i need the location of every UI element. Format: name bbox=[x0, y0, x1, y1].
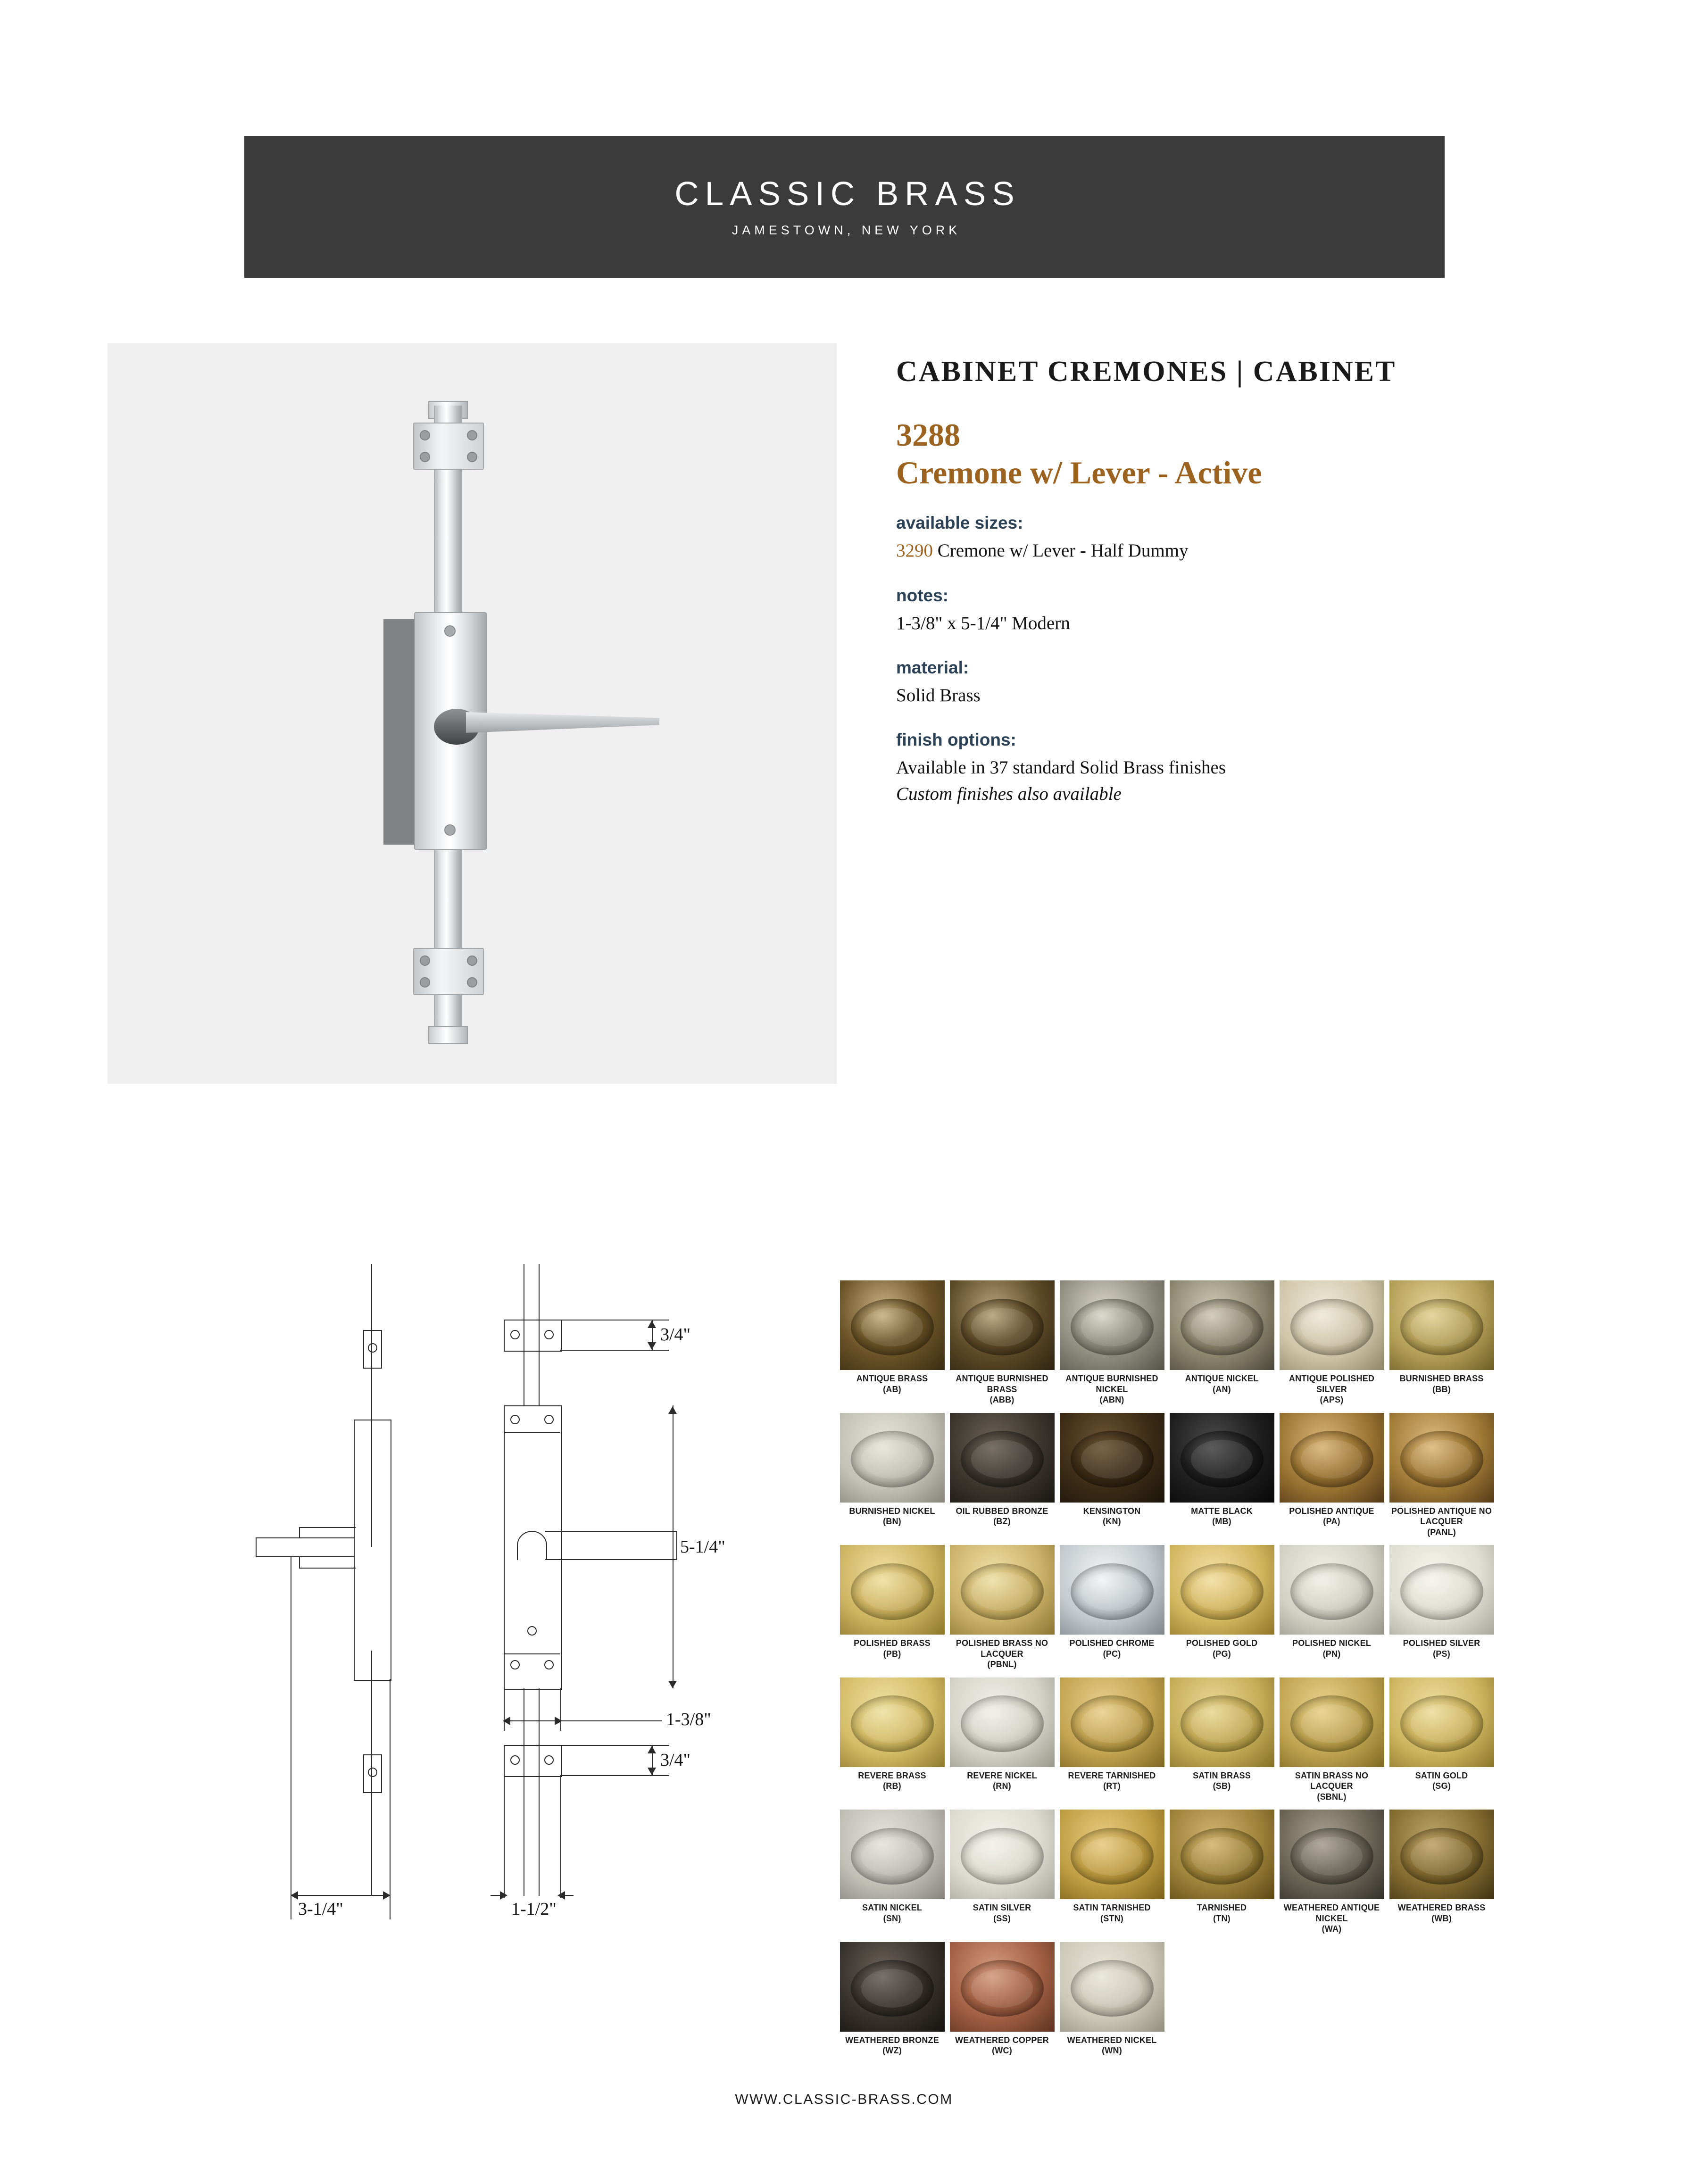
side-lever-flare-bottom bbox=[299, 1568, 356, 1569]
front-width-ext-right bbox=[560, 1775, 561, 1898]
material-value: Solid Brass bbox=[896, 685, 981, 706]
finish-name-label: POLISHED BRASS (PB) bbox=[854, 1638, 931, 1659]
finish-swatch[interactable] bbox=[947, 1413, 1057, 1545]
finish-swatch-image bbox=[1170, 1810, 1274, 1899]
finish-knob-icon bbox=[1400, 1695, 1483, 1752]
finish-swatch-image bbox=[1170, 1413, 1274, 1503]
finish-knob-icon bbox=[1290, 1431, 1373, 1487]
finish-code-label: (BZ) bbox=[993, 1517, 1011, 1526]
finish-swatch[interactable] bbox=[837, 1280, 947, 1413]
finish-knob-icon bbox=[1290, 1695, 1373, 1752]
finish-swatch-grid bbox=[837, 1280, 1497, 2064]
finish-swatch[interactable] bbox=[1057, 1545, 1167, 1677]
finish-code-label: (BB) bbox=[1432, 1384, 1451, 1394]
finish-code-label: (WA) bbox=[1322, 1924, 1342, 1934]
finish-code-label: (ABB) bbox=[990, 1395, 1014, 1404]
finish-swatch[interactable] bbox=[1057, 1677, 1167, 1810]
finish-code-label: (KN) bbox=[1103, 1517, 1121, 1526]
finish-swatch-image bbox=[950, 1677, 1055, 1767]
finish-swatch[interactable] bbox=[947, 1810, 1057, 1942]
escutcheon-shadow bbox=[383, 619, 416, 845]
screw-icon bbox=[444, 824, 456, 836]
finish-code-label: (SG) bbox=[1432, 1781, 1451, 1791]
screw-icon bbox=[544, 1660, 554, 1669]
finish-code-label: (MB) bbox=[1212, 1517, 1231, 1526]
finish-swatch-image bbox=[1389, 1280, 1494, 1370]
finish-name-label: REVERE BRASS (RB) bbox=[858, 1770, 926, 1791]
arrow-right-icon bbox=[500, 1891, 507, 1900]
finish-knob-icon bbox=[961, 1431, 1044, 1487]
finish-code-label: (STN) bbox=[1100, 1913, 1123, 1923]
rod-bracket-bottom bbox=[413, 948, 484, 995]
rod-bottom-cap bbox=[428, 1026, 468, 1044]
finish-name-label: ANTIQUE BURNISHED NICKEL (ABN) bbox=[1065, 1374, 1158, 1404]
finish-knob-icon bbox=[1071, 1960, 1154, 2017]
screw-icon bbox=[467, 452, 477, 462]
dim-plate-width-line bbox=[505, 1720, 559, 1721]
finish-name-label: REVERE NICKEL (RN) bbox=[967, 1770, 1037, 1791]
material-field bbox=[896, 658, 1509, 708]
finish-name-label: ANTIQUE BRASS (AB) bbox=[856, 1374, 928, 1394]
material-label: material: bbox=[896, 658, 969, 678]
finish-knob-icon bbox=[851, 1299, 934, 1355]
finish-name-label: POLISHED NICKEL (PN) bbox=[1292, 1638, 1371, 1659]
dim-center-line bbox=[673, 1405, 674, 1688]
finish-knob-icon bbox=[1181, 1828, 1264, 1885]
finish-swatch[interactable] bbox=[1057, 1280, 1167, 1413]
finish-swatch[interactable] bbox=[1167, 1810, 1277, 1942]
screw-icon bbox=[544, 1755, 554, 1765]
dimension-drawings bbox=[198, 1264, 726, 1981]
available-sizes-label: available sizes: bbox=[896, 513, 1023, 533]
front-width-ext-left bbox=[504, 1775, 505, 1898]
dim-front-width-label: 1-1/2" bbox=[511, 1899, 557, 1919]
dim-center-label: 5-1/4" bbox=[680, 1537, 725, 1557]
finish-swatch-image bbox=[950, 1413, 1055, 1503]
finish-name-label: SATIN GOLD (SG) bbox=[1415, 1770, 1468, 1791]
finish-swatch-image bbox=[1060, 1413, 1164, 1503]
available-sizes-field bbox=[896, 513, 1509, 564]
finish-knob-icon bbox=[961, 1960, 1044, 2017]
finish-swatch[interactable] bbox=[947, 1942, 1057, 2064]
finish-knob-icon bbox=[1071, 1828, 1154, 1885]
finish-swatch[interactable] bbox=[837, 1810, 947, 1942]
arrow-left-icon bbox=[503, 1717, 510, 1725]
finish-knob-icon bbox=[961, 1563, 1044, 1620]
finish-swatch-image bbox=[1389, 1810, 1494, 1899]
finish-code-label: (PBNL) bbox=[987, 1660, 1017, 1669]
front-plate-bottom-line bbox=[504, 1653, 560, 1654]
screw-icon bbox=[420, 452, 430, 462]
side-lever-flare-top bbox=[299, 1527, 356, 1528]
screw-icon bbox=[368, 1343, 377, 1353]
front-lever-top-edge bbox=[545, 1531, 677, 1532]
finish-knob-icon bbox=[1071, 1431, 1154, 1487]
finish-name-label: WEATHERED COPPER (WC) bbox=[955, 2035, 1049, 2055]
finish-swatch-image bbox=[1170, 1677, 1274, 1767]
finish-options-label: finish options: bbox=[896, 730, 1016, 750]
finish-knob-icon bbox=[851, 1960, 934, 2017]
finish-name-label: WEATHERED ANTIQUE NICKEL (WA) bbox=[1283, 1903, 1380, 1934]
finish-swatch[interactable] bbox=[1167, 1677, 1277, 1810]
finish-swatch-image bbox=[840, 1677, 945, 1767]
finish-knob-icon bbox=[961, 1695, 1044, 1752]
arrow-up-icon bbox=[648, 1746, 656, 1753]
finish-knob-icon bbox=[851, 1563, 934, 1620]
finish-code-label: (WC) bbox=[992, 2046, 1012, 2055]
finish-code-label: (PA) bbox=[1323, 1517, 1340, 1526]
finish-code-label: (WZ) bbox=[882, 2046, 902, 2055]
dim-bottom-label: 3/4" bbox=[660, 1750, 691, 1770]
finish-swatch-image bbox=[840, 1545, 945, 1635]
finish-swatch[interactable] bbox=[1277, 1677, 1387, 1810]
finish-knob-icon bbox=[1290, 1828, 1373, 1885]
finish-swatch-image bbox=[950, 1942, 1055, 2032]
finish-row bbox=[837, 1280, 1497, 1413]
finish-name-label: BURNISHED BRASS (BB) bbox=[1399, 1374, 1484, 1394]
finish-code-label: (RT) bbox=[1103, 1781, 1121, 1791]
finish-custom-note: Custom finishes also available bbox=[896, 783, 1122, 804]
arrow-left-icon bbox=[557, 1891, 565, 1900]
finish-name-label: REVERE TARNISHED (RT) bbox=[1068, 1770, 1156, 1791]
brand-name: CLASSIC BRASS bbox=[674, 175, 1021, 213]
finish-swatch-image bbox=[1060, 1280, 1164, 1370]
finish-row bbox=[837, 1413, 1497, 1545]
finish-code-label: (PN) bbox=[1322, 1649, 1341, 1659]
finish-swatch-image bbox=[1060, 1942, 1164, 2032]
finish-knob-icon bbox=[1290, 1563, 1373, 1620]
finish-swatch[interactable] bbox=[1167, 1545, 1277, 1677]
finish-name-label: ANTIQUE BURNISHED BRASS (ABB) bbox=[956, 1374, 1048, 1404]
finish-swatch-image bbox=[950, 1280, 1055, 1370]
lever-arm bbox=[466, 712, 659, 733]
finish-swatch[interactable] bbox=[1057, 1810, 1167, 1942]
finish-knob-icon bbox=[1181, 1299, 1264, 1355]
front-ext-bot-2 bbox=[560, 1775, 669, 1776]
product-category: CABINET CREMONES | CABINET bbox=[896, 356, 1397, 388]
finish-name-label: WEATHERED NICKEL (WN) bbox=[1067, 2035, 1157, 2055]
finish-knob-icon bbox=[851, 1828, 934, 1885]
finish-swatch[interactable] bbox=[947, 1677, 1057, 1810]
screw-icon bbox=[467, 955, 477, 966]
side-rod-lower bbox=[371, 1651, 372, 1896]
dim-side-depth-label: 3-1/4" bbox=[298, 1899, 343, 1919]
screw-icon bbox=[527, 1626, 537, 1636]
footer-url: WWW.CLASSIC-BRASS.COM bbox=[735, 2092, 953, 2107]
available-sizes-code: 3290 bbox=[896, 540, 933, 561]
product-name: Cremone w/ Lever - Active bbox=[896, 455, 1262, 491]
front-lever-hub bbox=[517, 1531, 547, 1560]
finish-code-label: (APS) bbox=[1320, 1395, 1344, 1404]
finish-name-label: SATIN SILVER (SS) bbox=[973, 1903, 1031, 1923]
finish-swatch[interactable] bbox=[1277, 1413, 1387, 1545]
notes-field bbox=[896, 586, 1509, 636]
finish-knob-icon bbox=[1181, 1695, 1264, 1752]
finish-code-label: (RB) bbox=[883, 1781, 901, 1791]
finish-swatch-image bbox=[1280, 1413, 1384, 1503]
finish-code-label: (PS) bbox=[1433, 1649, 1450, 1659]
finish-row bbox=[837, 1677, 1497, 1810]
finish-name-label: WEATHERED BRASS (WB) bbox=[1397, 1903, 1486, 1923]
finish-swatch[interactable] bbox=[1167, 1280, 1277, 1413]
finish-knob-icon bbox=[961, 1299, 1044, 1355]
brand-banner bbox=[244, 136, 1445, 278]
finish-name-label: ANTIQUE POLISHED SILVER (APS) bbox=[1289, 1374, 1375, 1404]
finish-swatch[interactable] bbox=[837, 1942, 947, 2064]
arrow-down-icon bbox=[648, 1342, 656, 1350]
finish-swatch-image bbox=[1280, 1810, 1384, 1899]
finish-swatch-image bbox=[1280, 1677, 1384, 1767]
finish-name-label: KENSINGTON (KN) bbox=[1083, 1506, 1141, 1526]
brand-location: JAMESTOWN, NEW YORK bbox=[732, 223, 961, 238]
finish-name-label: POLISHED SILVER (PS) bbox=[1403, 1638, 1480, 1659]
finish-code-label: (RN) bbox=[993, 1781, 1011, 1791]
finish-swatch[interactable] bbox=[1387, 1413, 1497, 1545]
finish-options-value: Available in 37 standard Solid Brass finishes bbox=[896, 757, 1226, 778]
finish-name-label: POLISHED ANTIQUE (PA) bbox=[1289, 1506, 1374, 1526]
arrow-up-icon bbox=[648, 1320, 656, 1328]
finish-name-label: POLISHED GOLD (PG) bbox=[1186, 1638, 1258, 1659]
product-number: 3288 bbox=[896, 416, 960, 453]
finish-swatch[interactable] bbox=[1167, 1413, 1277, 1545]
finish-swatch[interactable] bbox=[837, 1677, 947, 1810]
finish-code-label: (SS) bbox=[993, 1913, 1011, 1923]
finish-swatch[interactable] bbox=[1277, 1810, 1387, 1942]
front-lever-end bbox=[676, 1531, 677, 1560]
dim-plate-width-label: 1-3/8" bbox=[666, 1710, 711, 1729]
screw-icon bbox=[510, 1755, 520, 1765]
arrow-up-icon bbox=[668, 1406, 677, 1414]
finish-code-label: (PG) bbox=[1213, 1649, 1231, 1659]
dim-top-label: 3/4" bbox=[660, 1325, 691, 1345]
finish-code-label: (BN) bbox=[883, 1517, 901, 1526]
finish-code-label: (SB) bbox=[1213, 1781, 1231, 1791]
front-ext-top-2 bbox=[560, 1350, 669, 1351]
finish-knob-icon bbox=[961, 1828, 1044, 1885]
screw-icon bbox=[420, 955, 430, 966]
side-lever-end bbox=[256, 1537, 257, 1557]
finish-knob-icon bbox=[1071, 1299, 1154, 1355]
finish-knob-icon bbox=[1400, 1828, 1483, 1885]
side-body-box bbox=[354, 1420, 391, 1681]
finish-row bbox=[837, 1942, 1497, 2064]
finish-name-label: OIL RUBBED BRONZE (BZ) bbox=[956, 1506, 1048, 1526]
finish-code-label: (AN) bbox=[1213, 1384, 1231, 1394]
finish-code-label: (TN) bbox=[1213, 1913, 1231, 1923]
finish-swatch-image bbox=[840, 1942, 945, 2032]
screw-icon bbox=[510, 1660, 520, 1669]
dim-plate-width-leader bbox=[560, 1720, 662, 1721]
rod-bracket-top bbox=[413, 423, 484, 470]
finish-swatch-image bbox=[1389, 1677, 1494, 1767]
finish-code-label: (PC) bbox=[1103, 1649, 1121, 1659]
screw-icon bbox=[467, 977, 477, 988]
arrow-left-icon bbox=[291, 1891, 298, 1900]
product-details bbox=[896, 353, 1509, 807]
finish-swatch-image bbox=[950, 1810, 1055, 1899]
finish-swatch-image bbox=[950, 1545, 1055, 1635]
product-photo bbox=[108, 343, 837, 1084]
finish-name-label: WEATHERED BRONZE (WZ) bbox=[845, 2035, 939, 2055]
screw-icon bbox=[544, 1415, 554, 1424]
screw-icon bbox=[510, 1330, 520, 1339]
arrow-right-icon bbox=[383, 1891, 391, 1900]
finish-knob-icon bbox=[851, 1695, 934, 1752]
finish-code-label: (SBNL) bbox=[1317, 1792, 1347, 1802]
finish-knob-icon bbox=[1400, 1563, 1483, 1620]
finish-swatch-image bbox=[1060, 1677, 1164, 1767]
finish-swatch[interactable] bbox=[837, 1413, 947, 1545]
finish-name-label: ANTIQUE NICKEL (AN) bbox=[1185, 1374, 1259, 1394]
finish-swatch[interactable] bbox=[1387, 1280, 1497, 1413]
finish-swatch-image bbox=[1280, 1280, 1384, 1370]
finish-swatch[interactable] bbox=[947, 1280, 1057, 1413]
screw-icon bbox=[368, 1768, 377, 1777]
finish-knob-icon bbox=[1290, 1299, 1373, 1355]
finish-swatch[interactable] bbox=[1057, 1942, 1167, 2064]
side-lever-flare-edge-bottom bbox=[299, 1556, 300, 1569]
front-rod-lower-right bbox=[539, 1688, 540, 1896]
finish-knob-icon bbox=[851, 1431, 934, 1487]
notes-value: 1-3/8" x 5-1/4" Modern bbox=[896, 613, 1070, 633]
finish-swatch-image bbox=[1170, 1545, 1274, 1635]
finish-name-label: POLISHED BRASS NO LACQUER (PBNL) bbox=[956, 1638, 1048, 1669]
finish-code-label: (WB) bbox=[1431, 1913, 1452, 1923]
finish-swatch[interactable] bbox=[837, 1545, 947, 1677]
finish-knob-icon bbox=[1400, 1299, 1483, 1355]
finish-knob-icon bbox=[1071, 1695, 1154, 1752]
product-photo-illustration bbox=[108, 343, 837, 1084]
screw-icon bbox=[510, 1415, 520, 1424]
notes-label: notes: bbox=[896, 585, 948, 605]
available-sizes-text: Cremone w/ Lever - Half Dummy bbox=[937, 540, 1189, 561]
screw-icon bbox=[420, 430, 430, 440]
finish-row bbox=[837, 1545, 1497, 1677]
finish-swatch-image bbox=[1060, 1545, 1164, 1635]
finish-knob-icon bbox=[1181, 1563, 1264, 1620]
finish-swatch[interactable] bbox=[1057, 1413, 1167, 1545]
finish-name-label: SATIN NICKEL (SN) bbox=[862, 1903, 923, 1923]
finish-options-field bbox=[896, 730, 1509, 807]
finish-code-label: (PB) bbox=[883, 1649, 901, 1659]
side-lever-bottom-edge bbox=[256, 1556, 355, 1557]
screw-icon bbox=[544, 1330, 554, 1339]
finish-name-label: POLISHED CHROME (PC) bbox=[1069, 1638, 1155, 1659]
screw-icon bbox=[420, 977, 430, 988]
finish-swatch-image bbox=[1280, 1545, 1384, 1635]
finish-swatch[interactable] bbox=[1277, 1545, 1387, 1677]
side-depth-ext-right bbox=[390, 1679, 391, 1919]
finish-name-label: MATTE BLACK (MB) bbox=[1191, 1506, 1253, 1526]
side-depth-dim-line bbox=[292, 1895, 387, 1896]
finish-swatch-image bbox=[1389, 1413, 1494, 1503]
finish-name-label: BURNISHED NICKEL (BN) bbox=[849, 1506, 935, 1526]
front-lever-bottom-edge bbox=[545, 1559, 677, 1560]
finish-code-label: (ABN) bbox=[1099, 1395, 1124, 1404]
finish-swatch[interactable] bbox=[1387, 1545, 1497, 1677]
finish-swatch-image bbox=[840, 1810, 945, 1899]
screw-icon bbox=[444, 625, 456, 637]
finish-name-label: SATIN BRASS NO LACQUER (SBNL) bbox=[1295, 1770, 1369, 1802]
side-lever-flare-edge-top bbox=[299, 1527, 300, 1538]
finish-code-label: (PANL) bbox=[1427, 1527, 1456, 1537]
finish-knob-icon bbox=[1181, 1431, 1264, 1487]
finish-knob-icon bbox=[1400, 1431, 1483, 1487]
side-lever-top-edge bbox=[256, 1537, 355, 1538]
finish-swatch-image bbox=[840, 1413, 945, 1503]
finish-swatch[interactable] bbox=[1277, 1280, 1387, 1413]
finish-name-label: TARNISHED (TN) bbox=[1197, 1903, 1247, 1923]
front-plate-top-line bbox=[504, 1432, 560, 1433]
finish-name-label: SATIN TARNISHED (STN) bbox=[1073, 1903, 1151, 1923]
finish-swatch-image bbox=[1389, 1545, 1494, 1635]
finish-code-label: (AB) bbox=[883, 1384, 901, 1394]
finish-swatch-image bbox=[840, 1280, 945, 1370]
arrow-down-icon bbox=[648, 1768, 656, 1775]
arrow-down-icon bbox=[668, 1681, 677, 1688]
finish-swatch-image bbox=[1170, 1280, 1274, 1370]
finish-name-label: POLISHED ANTIQUE NO LACQUER (PANL) bbox=[1391, 1506, 1492, 1537]
finish-swatch-image bbox=[1060, 1810, 1164, 1899]
available-sizes-value bbox=[896, 538, 1509, 564]
finish-name-label: SATIN BRASS (SB) bbox=[1193, 1770, 1251, 1791]
finish-code-label: (WN) bbox=[1102, 2046, 1122, 2055]
finish-code-label: (SN) bbox=[883, 1913, 901, 1923]
finish-knob-icon bbox=[1071, 1563, 1154, 1620]
finish-swatch[interactable] bbox=[1387, 1810, 1497, 1942]
finish-swatch[interactable] bbox=[947, 1545, 1057, 1677]
finish-row bbox=[837, 1810, 1497, 1942]
screw-icon bbox=[467, 430, 477, 440]
finish-swatch[interactable] bbox=[1387, 1677, 1497, 1810]
